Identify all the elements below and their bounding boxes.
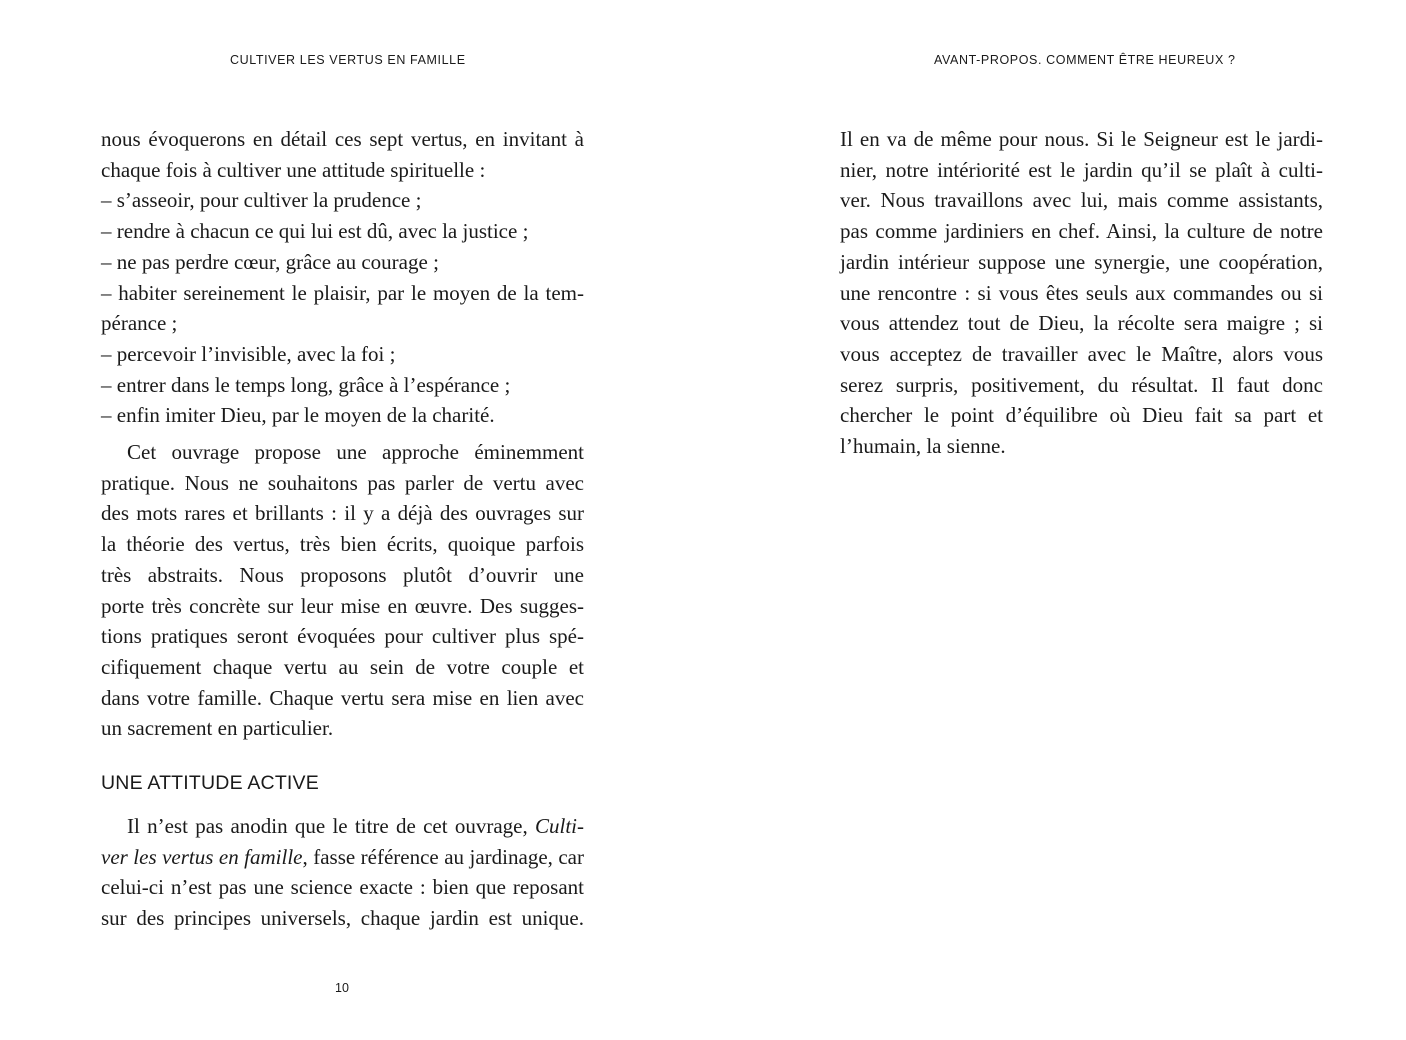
text-line: chaque fois à cultiver une attitude spirituelle : — [101, 157, 486, 182]
right-page — [703, 0, 1406, 1040]
text-line: nous évoquerons en détail ces sept vertus, en invitant à — [101, 127, 584, 151]
list-item: – s’asseoir, pour cultiver la prudence ; — [101, 188, 422, 213]
text-line: la théorie des vertus, très bien écrits, quoique parfois — [101, 532, 584, 557]
text-line: un sacrement en particulier. — [101, 716, 334, 741]
text-line: très abstraits. Nous proposons plutôt d’ouvrir une — [101, 562, 584, 587]
text-line: porte très concrète sur leur mise en œuvre. Des sugges- — [101, 593, 584, 618]
running-head-right: AVANT-PROPOS. COMMENT ÊTRE HEUREUX ? — [934, 53, 1236, 67]
text-line: Cet ouvrage propose une approche éminemment — [127, 440, 584, 465]
text-line: des mots rares et brillants : il y a déjà des ouvrages sur — [101, 501, 584, 526]
list-item: – rendre à chacun ce qui lui est dû, avec la justice ; — [101, 219, 529, 244]
text-line — [101, 811, 584, 842]
list-item: – enfin imiter Dieu, par le moyen de la charité. — [101, 403, 495, 428]
paragraph-gardener — [840, 124, 1323, 462]
text-line: nier, notre intériorité est le jardin qu’il se plaît à culti- — [840, 157, 1323, 182]
text-line: ver. Nous travaillons avec lui, mais comme assistants, — [840, 188, 1323, 213]
page-number: 10 — [335, 981, 349, 995]
text-line: vous attendez tout de Dieu, la récolte sera maigre ; si — [840, 311, 1323, 336]
list-item-continuation: pérance ; — [101, 311, 178, 336]
paragraph-gardening — [101, 811, 584, 934]
paragraph-virtues-list — [101, 124, 584, 431]
text-line: pratique. Nous ne souhaitons pas parler de vertu avec — [101, 470, 584, 495]
text-line: une rencontre : si vous êtes seuls aux commandes ou si — [840, 280, 1323, 305]
text-line — [101, 842, 584, 873]
text-line: cifiquement chaque vertu au sein de votre couple et — [101, 654, 584, 679]
book-title-italic: Culti- — [534, 814, 584, 839]
paragraph-practical-approach — [101, 437, 584, 744]
text-line: chercher le point d’équilibre où Dieu fait sa part et — [840, 403, 1323, 428]
text-line: pas comme jardiniers en chef. Ainsi, la culture de notre — [840, 219, 1323, 244]
book-title-italic: ver les vertus en famille — [101, 844, 303, 869]
text-run: , fasse référence au jardinage, car — [302, 844, 584, 869]
section-title: UNE ATTITUDE ACTIVE — [101, 772, 319, 795]
list-item: – percevoir l’invisible, avec la foi ; — [101, 341, 396, 366]
text-line: dans votre famille. Chaque vertu sera mise en lien avec — [101, 685, 584, 710]
text-run: Il n’est pas anodin que le titre de cet ouvrage, — [127, 814, 535, 839]
text-line: serez surpris, positivement, du résultat. Il faut donc — [840, 372, 1323, 397]
text-line: l’humain, la sienne. — [840, 434, 1006, 459]
list-item: – entrer dans le temps long, grâce à l’espérance ; — [101, 372, 511, 397]
text-line: vous acceptez de travailler avec le Maître, alors vous — [840, 341, 1323, 366]
left-body-text — [101, 124, 584, 934]
text-line: tions pratiques seront évoquées pour cultiver plus spé- — [101, 624, 584, 649]
list-item: – habiter sereinement le plaisir, par le moyen de la tem- — [101, 280, 584, 305]
right-body-text — [840, 124, 1323, 462]
text-line: celui-ci n’est pas une science exacte : bien que reposant — [101, 875, 584, 900]
text-line: jardin intérieur suppose une synergie, une coopération, — [840, 249, 1323, 274]
text-line: sur des principes universels, chaque jardin est unique. — [101, 906, 584, 931]
list-item: – ne pas perdre cœur, grâce au courage ; — [101, 249, 439, 274]
running-head-left: CULTIVER LES VERTUS EN FAMILLE — [230, 53, 466, 67]
text-line: Il en va de même pour nous. Si le Seigneur est le jardi- — [840, 127, 1323, 151]
